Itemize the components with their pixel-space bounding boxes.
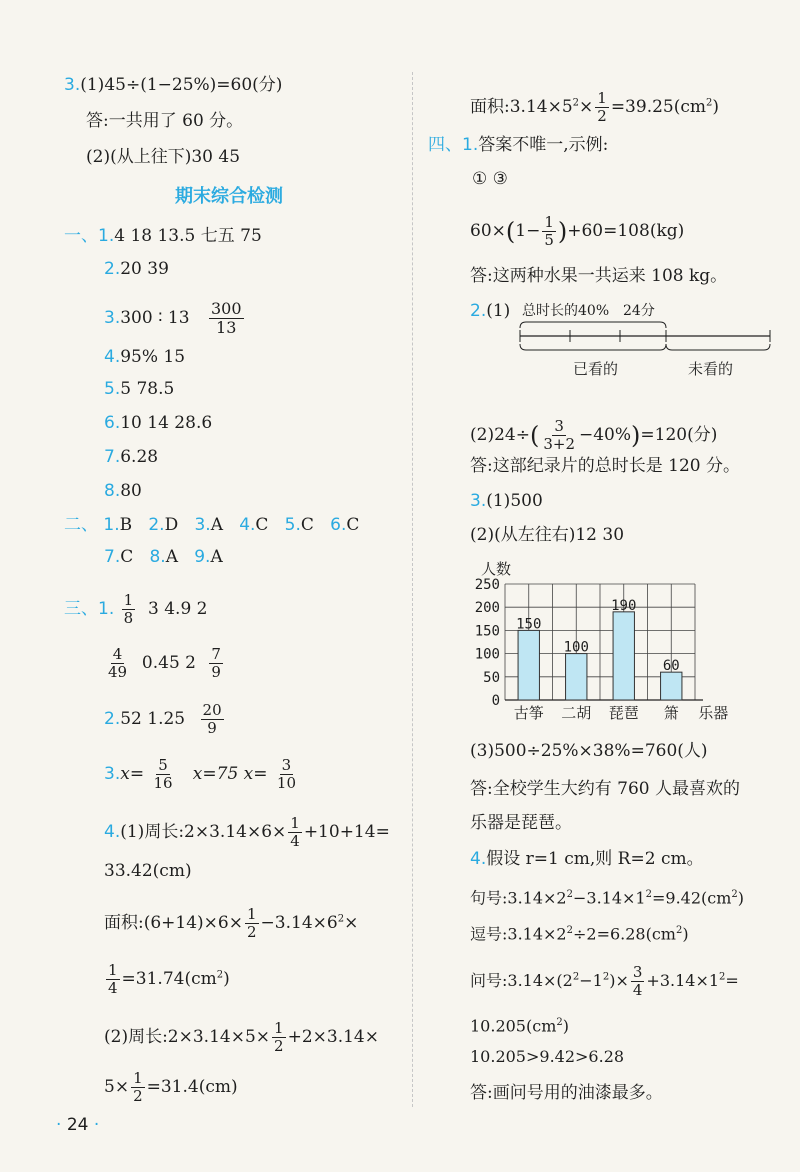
y-tick-label: 0 bbox=[491, 693, 500, 709]
s4-q4-line2: 逗号$:3.14\times 2^2\div 2=6.28(cm^2)$ bbox=[470, 924, 689, 944]
x-tick-label: 乐器 bbox=[698, 704, 729, 722]
s2-row-2: 7.C 8.A 9.A bbox=[104, 547, 223, 567]
y-tick-label: 150 bbox=[474, 623, 500, 640]
x-ticks bbox=[514, 704, 729, 722]
bar-value-label: 150 bbox=[516, 616, 542, 633]
s1-item-4: 4.95% 15 bbox=[104, 347, 186, 367]
bar-value-label: 100 bbox=[563, 639, 589, 656]
bar-value-label: 60 bbox=[662, 658, 680, 675]
fraction: $\frac{4}{49}$ bbox=[108, 645, 128, 681]
fraction: $\frac{1}{2}$ bbox=[247, 905, 257, 941]
s4-q3-answer-2: 乐器是琵琶。 bbox=[470, 813, 572, 833]
s3-q4-line3: 面积:(6+14)×6× $\frac{1}{2}$ $-3.14\times 6^2\times$ bbox=[104, 905, 359, 941]
s4-q3-part2: (2)(从左往右)12 30 bbox=[470, 525, 625, 545]
bar-琵琶 bbox=[613, 612, 634, 700]
segment-diagram bbox=[510, 318, 780, 358]
fraction: $\frac{1}{2}$ bbox=[274, 1019, 284, 1055]
x-tick-label: 古筝 bbox=[513, 704, 544, 722]
s3-q4-line5: (2)周长:2×3.14×5× $\frac{1}{2}$ +2×3.14× bbox=[104, 1019, 379, 1055]
x-tick-label: 箫 bbox=[663, 704, 679, 722]
section-title: 期末综合检测 bbox=[175, 186, 283, 207]
s4-q1-answer: 答:这两种水果一共运来 108 kg。 bbox=[470, 266, 728, 286]
s1-item-8: 8.80 bbox=[104, 481, 142, 501]
s3-q4-line4: $\frac{1}{4}$ $=31.74(cm^2)$ bbox=[108, 961, 230, 997]
s3-q3: 3.x= $\frac{5}{16}$ x=75 x= $\frac{3}{10}$ bbox=[104, 756, 296, 792]
bar-二胡 bbox=[566, 654, 587, 700]
label-watched: 已看的 bbox=[573, 360, 619, 378]
s4-q2-part2: (2)24÷( $\frac{3}{3+2}$ −40%)=120(分) bbox=[470, 417, 718, 453]
x-tick-label: 琵琶 bbox=[608, 704, 639, 722]
area-line: 面积$:3.14\times 5^2\times$ $\frac{1}{2}$ $=39.25(cm^2)$ bbox=[470, 89, 720, 125]
s4-q4-line5: 10.205>9.42>6.28 bbox=[470, 1047, 625, 1066]
bar-古筝 bbox=[518, 630, 539, 700]
s3-q4-line1: 4.(1)周长:2×3.14×6× $\frac{1}{4}$ +10+14= bbox=[104, 814, 390, 850]
fraction: $\frac{300}{13}$ bbox=[210, 299, 242, 337]
fraction: $\frac{3}{10}$ bbox=[276, 756, 296, 792]
s4-q4: 4.假设 r=1 cm,则 R=2 cm。 bbox=[470, 849, 704, 869]
fraction: $\frac{1}{5}$ bbox=[544, 213, 554, 249]
y-tick-label: 50 bbox=[483, 669, 500, 686]
s1-item-6: 6.10 14 28.6 bbox=[104, 413, 213, 433]
fraction: $\frac{1}{2}$ bbox=[133, 1069, 143, 1105]
y-tick-label: 200 bbox=[474, 600, 500, 617]
y-tick-label: 100 bbox=[474, 646, 500, 663]
s4-q3-part3: (3)500÷25%×38%=760(人) bbox=[470, 741, 708, 761]
y-ticks bbox=[475, 577, 500, 709]
page-number: · 24 · bbox=[56, 1115, 100, 1135]
y-axis-label: 人数 bbox=[481, 560, 512, 578]
fraction: $\frac{3}{3+2}$ bbox=[543, 417, 575, 453]
bar-箫 bbox=[661, 672, 682, 700]
y-tick-label: 250 bbox=[474, 577, 500, 593]
s3-q2: 2.52 1.25 $\frac{20}{9}$ bbox=[104, 701, 222, 737]
q3-part2: (2)(从上往下)30 45 bbox=[86, 147, 241, 167]
s4-q4-answer: 答:画问号用的油漆最多。 bbox=[470, 1083, 663, 1103]
s4-q1-expr: 60×(1− $\frac{1}{5}$ )+60=108(kg) bbox=[470, 213, 685, 249]
fraction: $\frac{1}{2}$ bbox=[597, 89, 607, 125]
s3-q1-line2: $\frac{4}{49}$ 0.45 2 $\frac{7}{9}$ bbox=[108, 645, 221, 681]
s4-q4-line1: 句号$:3.14\times 2^2-3.14\times 1^2=9.42(cm^2)$ bbox=[470, 888, 745, 908]
s4-q3-part1: 3.(1)500 bbox=[470, 491, 543, 511]
q3-answer: 答:一共用了 60 分。 bbox=[86, 111, 244, 131]
s4-q2-answer: 答:这部纪录片的总时长是 120 分。 bbox=[470, 456, 740, 476]
fraction: $\frac{20}{9}$ bbox=[202, 701, 222, 737]
s1-item-5: 5.5 78.5 bbox=[104, 379, 175, 399]
fraction: $\frac{7}{9}$ bbox=[211, 645, 221, 681]
s1-item-1: 一、1.4 18 13.5 七五 75 bbox=[64, 226, 262, 246]
bars bbox=[516, 598, 682, 700]
segment-label-40: 总时长的40% bbox=[522, 303, 610, 319]
fraction: $\frac{1}{8}$ bbox=[123, 591, 134, 627]
bottom-brace-watched bbox=[520, 344, 666, 350]
x-tick-label: 二胡 bbox=[561, 704, 592, 722]
bar-chart bbox=[455, 552, 755, 727]
fraction: $\frac{3}{4}$ bbox=[632, 963, 643, 999]
fraction: $\frac{1}{4}$ bbox=[108, 961, 118, 997]
s4-q4-line3: 问号$:3.14\times(2^2-1^2)\times$ $\frac{3}{4}$ $+3.14\times 1^2=$ bbox=[470, 963, 739, 999]
s4-q1-circles: ① ③ bbox=[472, 169, 508, 189]
s2-row-1: 二、 1.B 2.D 3.A 4.C 5.C 6.C bbox=[64, 515, 360, 535]
s4-q3-answer-1: 答:全校学生大约有 760 人最喜欢的 bbox=[470, 779, 740, 799]
q3-part1: 3.(1)45÷(1−25%)=60(分) bbox=[64, 75, 283, 95]
fraction: $\frac{1}{4}$ bbox=[290, 814, 300, 850]
column-divider bbox=[412, 72, 413, 1107]
s4-q4-line4: $10.205(cm^2)$ bbox=[470, 1016, 569, 1036]
bar-value-label: 190 bbox=[611, 597, 637, 614]
s3-q4-line2: 33.42(cm) bbox=[104, 861, 192, 881]
s3-q1-line1: 三、1. $\frac{1}{8}$ 3 4.9 2 bbox=[64, 591, 208, 627]
top-brace bbox=[520, 322, 666, 328]
s1-item-2: 2.20 39 bbox=[104, 259, 169, 279]
s1-item-7: 7.6.28 bbox=[104, 447, 159, 467]
s1-item-3: 3.300 ∶ 13 $\frac{300}{13}$ bbox=[104, 299, 242, 337]
s4-q1: 四、1.答案不唯一,示例: bbox=[428, 135, 609, 155]
fraction: $\frac{5}{16}$ bbox=[153, 756, 173, 792]
s4-q2-part1: 2.(1) bbox=[470, 301, 511, 321]
s3-q4-line6: 5× $\frac{1}{2}$ =31.4(cm) bbox=[104, 1069, 238, 1105]
segment-label-24: 24分 bbox=[623, 303, 655, 319]
bottom-brace-unwatched bbox=[666, 344, 770, 350]
label-unwatched: 未看的 bbox=[688, 360, 734, 378]
